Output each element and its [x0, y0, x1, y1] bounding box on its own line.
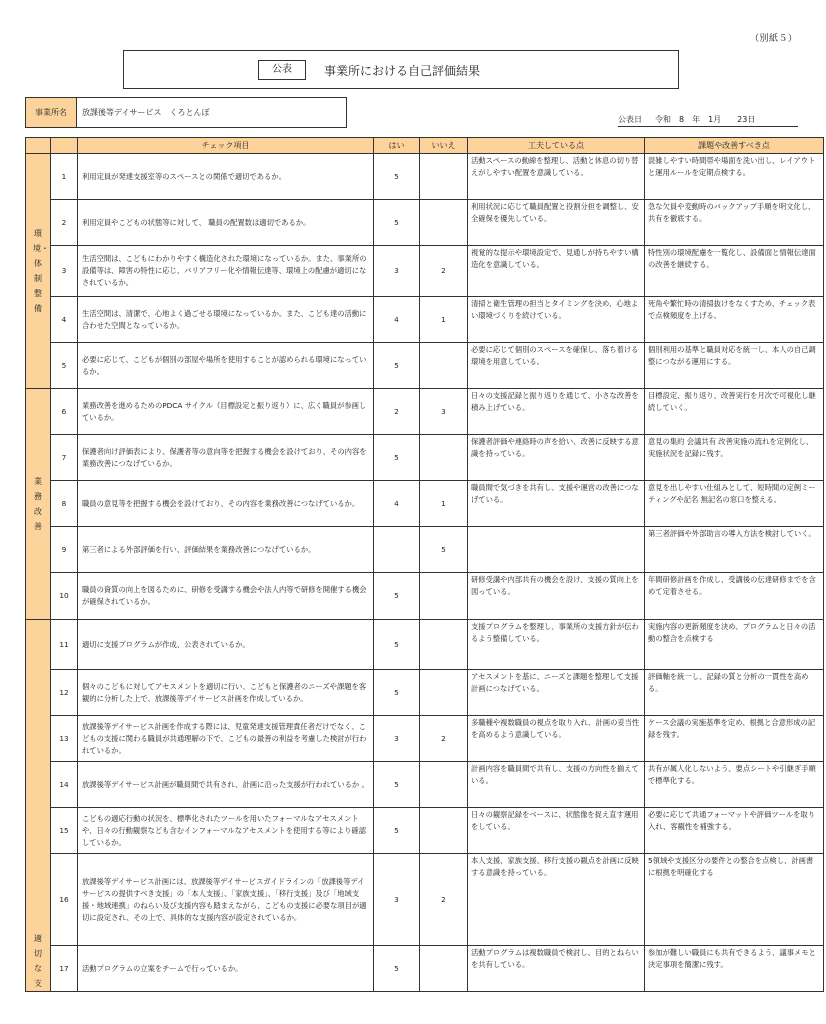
yes-count: 5	[374, 808, 420, 854]
no-count	[420, 154, 468, 200]
row-number: 6	[51, 389, 78, 435]
no-count	[420, 435, 468, 481]
annex-label: （別紙５）	[750, 34, 798, 44]
row-number: 1	[51, 154, 78, 200]
table-row	[26, 343, 824, 389]
category-label: 環境・体制整備	[26, 154, 51, 389]
yes-count: 5	[374, 620, 420, 670]
effort-text	[468, 527, 645, 573]
category-label: 適切な支	[26, 620, 51, 992]
effort-text: 清掃と衛生管理の担当とタイミングを決め、心地よい環境づくりを続けている。	[468, 297, 645, 343]
row-number: 2	[51, 200, 78, 246]
yes-count: 4	[374, 297, 420, 343]
row-number: 3	[51, 246, 78, 297]
improve-text: 急な欠員や変動時のバックアップ手順を明文化し、共有を徹底する。	[645, 200, 824, 246]
title-box	[123, 50, 679, 89]
yes-count: 5	[374, 435, 420, 481]
no-count	[420, 946, 468, 992]
table-row	[26, 389, 824, 435]
improve-text: ケース会議の実施基準を定め、根拠と合意形成の記録を残す。	[645, 716, 824, 762]
table-header-row	[26, 138, 824, 154]
improve-text: 共有が属人化しないよう、要点シートや引継ぎ手順で標準化する。	[645, 762, 824, 808]
effort-text: 研修受講や内部共有の機会を設け、支援の質向上を図っている。	[468, 573, 645, 620]
check-item: 必要に応じて、こどもが個別の部屋や場所を使用することが認められる環境になっているか。	[78, 343, 374, 389]
improve-text: 5領域や支援区分の要件との整合を点検し、計画書に根拠を明確化する	[645, 854, 824, 946]
check-item: 業務改善を進めるためのPDCA サイクル（目標設定と振り返り）に、広く職員が参画しているか。	[78, 389, 374, 435]
check-item: 第三者による外部評価を行い、評価結果を業務改善につなげているか。	[78, 527, 374, 573]
table-row	[26, 670, 824, 716]
no-count	[420, 808, 468, 854]
office-box	[25, 97, 347, 128]
no-count	[420, 573, 468, 620]
no-count	[420, 343, 468, 389]
table-row	[26, 297, 824, 343]
no-count: 3	[420, 389, 468, 435]
header-no: いいえ	[420, 138, 468, 154]
table-row	[26, 946, 824, 992]
row-number: 8	[51, 481, 78, 527]
yes-count: 5	[374, 573, 420, 620]
publish-date-value: 令和 8 年 1月 23日	[655, 115, 756, 124]
table-body	[26, 154, 824, 992]
check-item: こどもの適応行動の状況を、標準化されたツールを用いたフォーマルなアセスメントや、日々の行動観察なども含むインフォーマルなアセスメントを使用する等により確認しているか。	[78, 808, 374, 854]
category-label: 業務改善	[26, 389, 51, 620]
effort-text: アセスメントを基に、ニーズと課題を整理して支援計画につなげている。	[468, 670, 645, 716]
publish-date-label: 公表日	[618, 115, 642, 124]
effort-text: 活動プログラムは複数職員で検討し、目的とねらいを共有している。	[468, 946, 645, 992]
effort-text: 計画内容を職員間で共有し、支援の方向性を揃えている。	[468, 762, 645, 808]
improve-text: 第三者評価や外部助言の導入方法を検討していく。	[645, 527, 824, 573]
row-number: 10	[51, 573, 78, 620]
check-item: 生活空間は、こどもにわかりやすく構造化された環境になっているか。また、事業所の設備等は、障害の特性に応じ、バリアフリー化や情報伝達等、環境上の配慮が適切になされているか。	[78, 246, 374, 297]
table-row	[26, 716, 824, 762]
no-count	[420, 200, 468, 246]
check-item: 放課後等デイサービス計画を作成する際には、児童発達支援管理責任者だけでなく、こどもの支援に関わる職員が共通理解の下で、こどもの最善の利益を考慮した検討が行われているか。	[78, 716, 374, 762]
effort-text: 必要に応じて個別のスペースを確保し、落ち着ける環境を用意している。	[468, 343, 645, 389]
no-count	[420, 670, 468, 716]
row-number: 17	[51, 946, 78, 992]
no-count	[420, 762, 468, 808]
header-num	[51, 138, 78, 154]
effort-text: 多職種や複数職員の視点を取り入れ、計画の妥当性を高めるよう意識している。	[468, 716, 645, 762]
no-count: 2	[420, 854, 468, 946]
table-row	[26, 762, 824, 808]
effort-text: 支援プログラムを整理し、事業所の支援方針が伝わるよう整備している。	[468, 620, 645, 670]
evaluation-table	[25, 137, 824, 992]
improve-text: 特性別の環境配慮を一覧化し、設備面と情報伝達面の改善を継続する。	[645, 246, 824, 297]
no-count: 5	[420, 527, 468, 573]
improve-text: 年間研修計画を作成し、受講後の伝達研修までを含めて定着させる。	[645, 573, 824, 620]
effort-text: 活動スペースの動線を整理し、活動と休息の切り替えがしやすい配置を意識している。	[468, 154, 645, 200]
check-item: 生活空間は、清潔で、心地よく過ごせる環境になっているか。また、こども達の活動に合わせた空間となっているか。	[78, 297, 374, 343]
table-row	[26, 573, 824, 620]
check-item: 利用定員やこどもの状態等に対して、 職員の配置数は適切であるか。	[78, 200, 374, 246]
page-title: 事業所における自己評価結果	[324, 64, 481, 78]
table-row	[26, 808, 824, 854]
yes-count: 5	[374, 762, 420, 808]
effort-text: 日々の支援記録と振り返りを通じて、小さな改善を積み上げている。	[468, 389, 645, 435]
yes-count: 3	[374, 716, 420, 762]
check-item: 保護者向け評価表により、保護者等の意向等を把握する機会を設けており、その内容を業務改善につなげているか。	[78, 435, 374, 481]
improve-text: 評価軸を統一し、記録の質と分析の一貫性を高める。	[645, 670, 824, 716]
effort-text: 利用状況に応じて職員配置と役割分担を調整し、安全確保を優先している。	[468, 200, 645, 246]
row-number: 7	[51, 435, 78, 481]
table-row	[26, 154, 824, 200]
check-item: 職員の意見等を把握する機会を設けており、その内容を業務改善につなげているか。	[78, 481, 374, 527]
no-count: 1	[420, 297, 468, 343]
row-number: 14	[51, 762, 78, 808]
row-number: 11	[51, 620, 78, 670]
table-row	[26, 200, 824, 246]
yes-count: 3	[374, 854, 420, 946]
office-label: 事業所名	[26, 98, 77, 127]
effort-text: 視覚的な提示や環境設定で、見通しが持ちやすい構造化を意識している。	[468, 246, 645, 297]
check-item: 利用定員が発達支援室等のスペースとの関係で適切であるか。	[78, 154, 374, 200]
table-row	[26, 246, 824, 297]
yes-count: 5	[374, 200, 420, 246]
header-item: チェック項目	[78, 138, 374, 154]
yes-count: 3	[374, 246, 420, 297]
effort-text: 本人支援、家族支援、移行支援の観点を計画に反映する意識を持っている。	[468, 854, 645, 946]
row-number: 13	[51, 716, 78, 762]
table-row	[26, 527, 824, 573]
row-number: 5	[51, 343, 78, 389]
office-name: 放課後等デイサービス くろとんぼ	[82, 108, 210, 117]
no-count	[420, 620, 468, 670]
improve-text: 意見を出しやすい仕組みとして、短時間の定例ミーティングや記名 無記名の窓口を整える。	[645, 481, 824, 527]
check-item: 放課後等デイサービス計画には、放課後等デイサービスガイドラインの「放課後等デイサービスの提供すべき支援」の「本人支援」、「家族支援」、「移行支援」及び「地域支援・地域連携」のねらい及び支援内容も踏まえながら、こどもの支援に必要な項目が適切に設定され、その上で、具体的な支援内容が設定されているか。	[78, 854, 374, 946]
yes-count	[374, 527, 420, 573]
row-number: 4	[51, 297, 78, 343]
yes-count: 5	[374, 154, 420, 200]
table-row	[26, 854, 824, 946]
header-yes: はい	[374, 138, 420, 154]
improve-text: 個別利用の基準と職員対応を統一し、本人の自己調整につながる運用にする。	[645, 343, 824, 389]
table-row	[26, 620, 824, 670]
yes-count: 2	[374, 389, 420, 435]
no-count: 2	[420, 246, 468, 297]
row-number: 15	[51, 808, 78, 854]
check-item: 活動プログラムの立案をチームで行っているか。	[78, 946, 374, 992]
yes-count: 4	[374, 481, 420, 527]
check-item: 職員の資質の向上を図るために、研修を受講する機会や法人内等で研修を開催する機会が確保されているか。	[78, 573, 374, 620]
improve-text: 参加が難しい職員にも共有できるよう、議事メモと決定事項を簡潔に残す。	[645, 946, 824, 992]
improve-text: 死角や繁忙時の清掃抜けをなくすため、チェック表で点検頻度を上げる。	[645, 297, 824, 343]
effort-text: 職員間で気づきを共有し、支援や運営の改善につなげている。	[468, 481, 645, 527]
check-item: 個々のこどもに対してアセスメントを適切に行い、こどもと保護者のニーズや課題を客観的に分析した上で、放課後等デイサービス計画を作成しているか。	[78, 670, 374, 716]
row-number: 16	[51, 854, 78, 946]
yes-count: 5	[374, 343, 420, 389]
effort-text: 日々の観察記録をベースに、状態像を捉え直す運用をしている。	[468, 808, 645, 854]
header-effort: 工夫している点	[468, 138, 645, 154]
yes-count: 5	[374, 946, 420, 992]
yes-count: 5	[374, 670, 420, 716]
header-improve: 課題や改善すべき点	[645, 138, 824, 154]
row-number: 9	[51, 527, 78, 573]
improve-text: 目標設定、振り返り、改善実行を月次で可視化し継続していく。	[645, 389, 824, 435]
check-item: 適切に支援プログラムが作成、公表されているか。	[78, 620, 374, 670]
header-cat	[26, 138, 51, 154]
effort-text: 保護者評価や連絡時の声を拾い、改善に反映する意識を持っている。	[468, 435, 645, 481]
no-count: 2	[420, 716, 468, 762]
improve-text: 実施内容の更新頻度を決め、プログラムと日々の活動の整合を点検する	[645, 620, 824, 670]
row-number: 12	[51, 670, 78, 716]
table-row	[26, 481, 824, 527]
check-item: 放課後等デイサービス計画が職員間で共有され、計画に沿った支援が行われているか 。	[78, 762, 374, 808]
improve-text: 混雑しやすい時間帯や場面を洗い出し、レイアウトと運用ルールを定期点検する。	[645, 154, 824, 200]
no-count: 1	[420, 481, 468, 527]
publish-date	[618, 113, 798, 127]
public-tag: 公表	[258, 60, 306, 80]
improve-text: 必要に応じて共通フォーマットや評価ツールを取り入れ、客観性を補強する。	[645, 808, 824, 854]
table-row	[26, 435, 824, 481]
improve-text: 意見の集約 会議共有 改善実施の流れを定例化し、実施状況を記録に残す。	[645, 435, 824, 481]
